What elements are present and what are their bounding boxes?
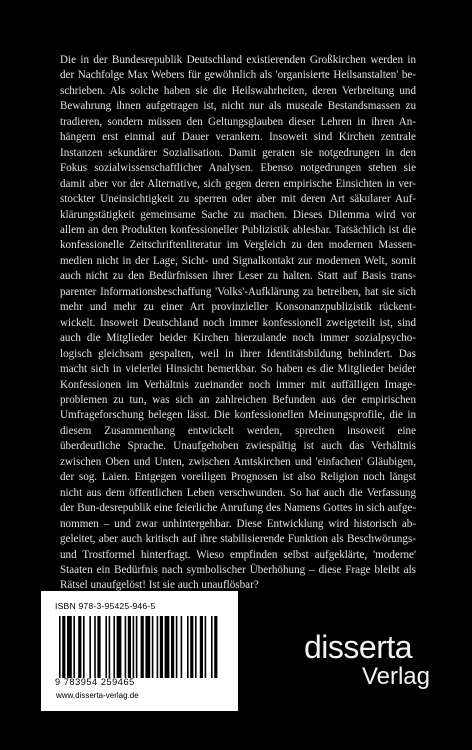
barcode-label xyxy=(41,591,238,711)
blurb-line: damit aber vor der Alternative, sich gegen deren empirische Einsichten in ver- xyxy=(60,177,416,190)
blurb-line: Instanzen sekundärer Sozialisation. Damit geraten sie notgedrungen in den xyxy=(60,146,416,159)
publisher-logo xyxy=(304,630,444,690)
blurb-line: Rätsel unaufgelöst! Ist sie auch unauflösbar? xyxy=(60,579,259,592)
blurb-line: sich mehr und mehr zu einer Art provinzieller Konsonanzpublizistik rückent- xyxy=(60,285,417,314)
blurb-line: schrieben. Als solche haben sie die Heilswahrheiten, deren Verbreitung und xyxy=(60,84,416,97)
publisher-url: www.disserta-verlag.de xyxy=(56,691,139,700)
blurb-line: desrepublik eine feierliche Anrufung des Namens Gottes in sich aufge- xyxy=(99,502,416,515)
blurb-line: medien nicht in der Lage, Sicht- und Signalkontakt zur modernen Welt, somit xyxy=(60,254,416,267)
blurb-line: der Nachfolge Max Webers für gewöhnlich als 'organisierte Heilsanstalten' be- xyxy=(60,69,416,82)
blurb-line: Staaten ein Bedürfnis nach symbolischer Überhöhung – diese Frage bleibt als xyxy=(60,563,416,576)
blurb-line: tradieren, sondern müssen den Geltungsglauben dieser Lehren in ihren An- xyxy=(60,115,416,128)
blurb-line: diesem Zusammenhang entwickelt werden, sprechen insoweit eine überdeutliche Sprache. Unaufgehoben zwiespältig ist auch das Verhältnis zwischen xyxy=(60,424,416,468)
blurb-line: Konfessionen im Verhältnis zueinander noch immer mit auffälligen Image- xyxy=(60,378,416,391)
blurb-line: allem an den Produkten konfessioneller Publizistik ablesbar. Tatsächlich ist die xyxy=(60,223,416,236)
blurb-line: stockter Uneinsichtigkeit zu sperren oder aber mit deren Art säkularer Auf- xyxy=(60,193,416,206)
blurb-line: nommen – und zwar unhintergehbar. Diese Entwicklung wird historisch ab- xyxy=(60,517,416,530)
isbn-text: ISBN 978-3-95425-946-5 xyxy=(55,601,156,611)
blurb-line: konfessionelle Zeitschriftenliteratur im Vergleich zu den modernen Massen- xyxy=(60,239,416,252)
blurb-line: Die in der Bundesrepublik Deutschland existierenden Großkirchen werden in xyxy=(60,54,416,66)
blurb-line: Fokus sozialwissenschaftlicher Analysen. Ebenso notgedrungen stehen sie xyxy=(60,162,416,175)
back-cover-blurb xyxy=(60,53,416,594)
blurb-line: wickelt. Insoweit Deutschland noch immer konfessionell zweigeteilt ist, sind xyxy=(60,316,416,329)
blurb-line: geleitet, aber auch kritisch auf ihre stabilisierende Funktion als Beschwörungs- xyxy=(60,533,416,546)
blurb-line: macht sich in vielerlei Hinsicht bemerkbar. So haben es die Mitglieder beider xyxy=(60,363,416,376)
blurb-line: problemen zu tun, was sich an zahlreichen Befunden aus der empirischen xyxy=(60,393,416,406)
blurb-line: Umfrageforschung belegen lässt. Die konfessionellen Meinungsprofile, die in xyxy=(60,409,416,422)
blurb-line: parenter Informationsbeschaffung 'Volks'-Aufklärung zu betreiben, hat sie xyxy=(60,285,395,298)
blurb-line: Bewahrung ihnen aufgetragen ist, nicht nur als museale Bestandsmassen zu xyxy=(60,100,416,113)
barcode-icon xyxy=(59,616,219,678)
blurb-line: auch nicht zu den Bedürfnissen ihrer Leser zu halten. Statt auf Basis trans- xyxy=(60,270,416,283)
blurb-line: dem öffentlichen Leben verschwunden. So hat auch die Verfassung der Bun- xyxy=(60,486,416,515)
blurb-line: klärungstätigkeit gemeinsame Sache zu machen. Dieses Dilemma wird vor xyxy=(60,208,416,221)
blurb-line: Oben und Unten, zwischen Amtskirchen und 'einfachen' Gläubigen, der sog. xyxy=(60,455,416,484)
blurb-line: hängern erst einmal auf Dauer verankern. Insoweit sind Kirchen zentrale xyxy=(60,131,416,144)
barcode-digits: 9 783954 259465 xyxy=(55,677,135,687)
logo-wordmark-verlag: Verlag xyxy=(361,663,430,690)
logo-wordmark-disserta: disserta xyxy=(304,629,413,665)
blurb-paragraph xyxy=(60,53,416,594)
blurb-line: logisch gleichsam gespalten, weil in ihrer Identitätsbildung behindert. Das xyxy=(60,347,416,360)
blurb-line: Laien. Entgegen voreiligen Prognosen ist also Religion noch längst nicht aus xyxy=(60,471,416,499)
blurb-line: und Trostformel hinterfragt. Wieso empfinden selbst aufgeklärte, 'moderne' xyxy=(60,548,416,561)
blurb-line: auch die Mitglieder beider Kirchen hierzulande noch immer sozialpsycho- xyxy=(60,332,416,345)
